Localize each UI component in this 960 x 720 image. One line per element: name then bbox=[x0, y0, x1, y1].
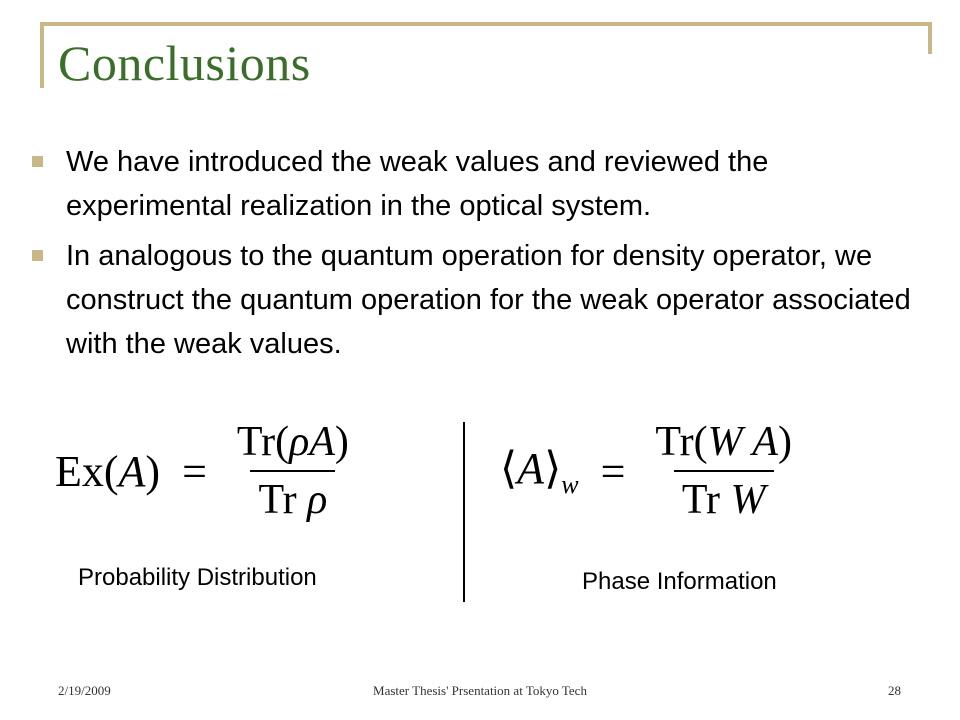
bullet-text: We have introduced the weak values and reviewed the experimental realization in the optical system. bbox=[66, 146, 769, 222]
frame-left-bar bbox=[40, 22, 44, 88]
vertical-divider bbox=[463, 422, 465, 602]
footer-date: 2/19/2009 bbox=[58, 683, 111, 698]
formula-lhs bbox=[500, 443, 579, 500]
bullet-list bbox=[30, 140, 940, 372]
formula-lhs bbox=[55, 446, 160, 497]
formula-num-func: Tr( bbox=[655, 419, 708, 465]
formula-num-var: ρA bbox=[289, 419, 335, 465]
formula-fraction bbox=[647, 418, 800, 524]
frame-top-bar bbox=[40, 22, 932, 26]
formula-den-func: Tr bbox=[681, 477, 731, 523]
bullet-item bbox=[30, 234, 940, 366]
formula-den-func: Tr bbox=[258, 477, 308, 523]
formula-lhs-open: ⟨ bbox=[500, 443, 518, 493]
formula-lhs-close: ⟩ bbox=[544, 443, 562, 493]
formula-num-func: Tr( bbox=[236, 419, 290, 465]
formula-den-var: ρ bbox=[307, 477, 328, 523]
formula-equals: = bbox=[182, 446, 207, 496]
formula-num-close: ) bbox=[777, 419, 792, 465]
formula-equals: = bbox=[600, 446, 626, 496]
bullet-item bbox=[30, 140, 940, 228]
formula-den-var: W bbox=[730, 477, 766, 523]
caption-phase-information: Phase Information bbox=[582, 568, 777, 595]
frame-right-bar bbox=[928, 22, 932, 54]
formula-lhs-close: ) bbox=[145, 446, 161, 496]
formula-num-close: ) bbox=[334, 419, 349, 465]
formula-lhs-var: A bbox=[118, 446, 146, 496]
formula-lhs-func: Ex( bbox=[55, 446, 119, 496]
square-bullet-icon bbox=[32, 250, 43, 261]
formula-lhs-subscript: w bbox=[561, 469, 579, 499]
slide-title: Conclusions bbox=[58, 35, 311, 91]
formula-fraction bbox=[229, 418, 357, 524]
formula-lhs-var: A bbox=[517, 443, 545, 493]
caption-probability-distribution: Probability Distribution bbox=[78, 564, 317, 591]
footer-title: Master Thesis' Prsentation at Tokyo Tech bbox=[373, 683, 587, 698]
bullet-text: In analogous to the quantum operation for density operator, we construct the quantum operation for the weak operator associated with the weak values. bbox=[66, 240, 911, 360]
formula-numerator bbox=[229, 418, 357, 470]
formula-num-var: W A bbox=[707, 419, 778, 465]
formula-numerator bbox=[647, 418, 800, 470]
expectation-formula bbox=[55, 418, 357, 524]
square-bullet-icon bbox=[32, 156, 43, 167]
formula-denominator bbox=[250, 470, 335, 524]
footer-page-number: 28 bbox=[888, 683, 901, 698]
weak-value-formula bbox=[500, 418, 800, 524]
formula-denominator bbox=[674, 470, 774, 524]
